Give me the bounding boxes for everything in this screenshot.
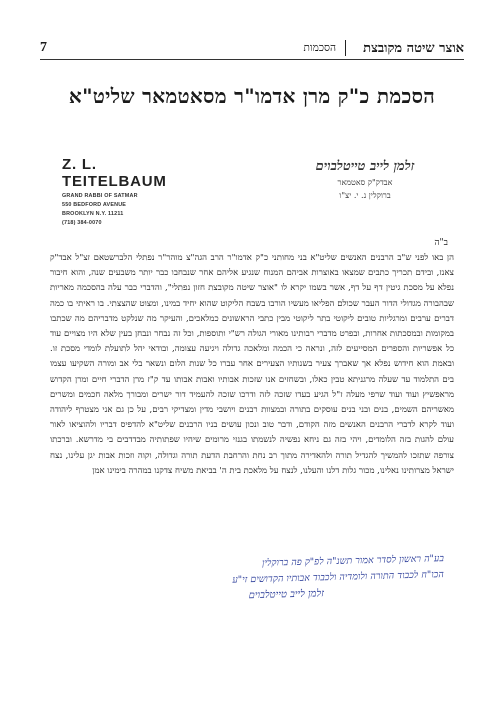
page-title: הסכמת כ"ק מרן אדמו"ר מסאטמאר שליט"א: [68, 84, 436, 108]
handwritten-line: הכו"ח לכבוד התורה ולומדיה ולכבוד אבותיו הקדושים זי"ע: [232, 569, 445, 586]
letterhead-hebrew-name: זלמן לייב טייטלבוים: [315, 159, 415, 174]
letterhead-name: Z. L. TEITELBAUM: [62, 156, 167, 190]
letterhead-line: (718) 384-0070: [62, 220, 102, 226]
page-number: 7: [40, 40, 47, 55]
opening-abbrev: ב"ה: [434, 238, 448, 248]
section-label: הסכמות: [303, 42, 336, 54]
letterhead-line: 550 BEDFORD AVENUE: [62, 202, 127, 208]
letterhead-hebrew: [290, 158, 440, 200]
letterhead-line: GRAND RABBI OF SATMAR: [62, 193, 138, 199]
handwritten-line: בע"ה ראשון לסדר אמור תשנ"ה לפ"ק פה ברוקלין: [261, 553, 445, 569]
running-head-divider: [345, 40, 346, 56]
handwritten-signature: זלמן לייב טייטלבוים: [248, 588, 325, 602]
header-rule: [40, 59, 464, 60]
handwritten-signature-block: [70, 553, 445, 604]
letterhead-hebrew-line: ברוקלין נ. י. יצ"ו: [339, 191, 391, 200]
approbation-body: הן באו לפני ש"ב הרבנים האנשים שליט"א בני מחותני כ"ק אדמו"ר הרב הגה"צ מוהר"ר נפתלי הלברשטאם זצ"ל אבד"ק צאנז, ובידם תכריך כתבים שמצאו באוצרות אביהם המנוח שנגיע אליהם אחר שנבחבו כבר יותר משבעים שנה, והוא חיבור נפלא על מסכת גיטין דף על דף, אשר בשמו יקרא לו "אוצר שיטה מקובצת חזון נפתלי", והדברי כבר עלה בהסכמה מאריות שבהבורה מגדולי הדור העבר שכולם הפליאו מעשיו הורבו בשבח הליקוט שהוא יחיד במינו, ומצוט שהצצתי. בו ראיתי בו כמה דברים ערבים ומרגליות טובים ליקוטי בתר ליקוטי מבין כתבי הראשונים כמלאכים, והעיקר מה שנלקט מדבריהם מה שכתבו במקומות ובמסכתות אחרות, ובפרט מדברי רבותינו מאורי הגולה רש"י ותוספות, וכל זה נבחר ונבחן בעין שלא היו מצויים עוד כל אפשריות והספרים המסייעים לזה, ונראה כי הכמה ומלאכה גדולה ויגיעה עצומה, ובודאי יהל לתועלת לומדי מסכת זו. ובאמת הוא חידוש נפלא אך שאברך צעיר בשנותיו הצעירים אחר עברו כל שנות הלום ונשאר בלי אב ומורה השקיעו עצמו בים התלמוד עד שעלה מרגניתא טבין כאלו, ובשחזים אנו שזכות אבותיו ואבות אבותו עד ק"ז מרן הדברי חיים ומרן הקדוש מראפשיץ ועוד ועוד שרפי מעלה ז"ל הגיע בעדו שזכה לזה ודרכו שזכה להעמיד דור ישרים ומבורך מלאה חכמים ומשרים מאשריהם השמים, בנים ובני בנים עוסקים בתורה ובמצוות רבנים ויושבי מדין ומצדיקי רבים, על כן גם אני מצטרף ליהודה ועוד לקרא לדברי הרבנים האנשים מזה הקודם, ודבר טוב ונכון עושים בניו הרבנים שליט"א להדפיס דבריו ולהוציאו לאור עולם להגות בזה הלומדים, ויהי בזה גם ניחא נפשיה לנשמתו בגנזי מרומים שיהיו שפתותיה מבדדבים בי מדרשא. וברכתו צורפה שתזכו להמשיך להגדיל תורה ולהאדירה מתוך רב נחת והרחבת הדעת תורה וגדולה, וקוה וזכות אבות יגן עלינו, נצח ישראל מצרותינו נאלינו, מכור גלות דלנו והעלנו, לנצח על מלאכת בית ה' בביאת משיח צדקנו במהרה בימינו אמן: [50, 253, 455, 476]
letterhead-hebrew-line: אבדק"ק סאטמאר: [337, 178, 393, 187]
book-title: אוצר שיטה מקובצת: [363, 41, 464, 56]
letterhead-english: [62, 156, 202, 226]
letterhead-line: BROOKLYN N.Y. 11211: [62, 211, 124, 217]
running-head: [40, 40, 464, 58]
